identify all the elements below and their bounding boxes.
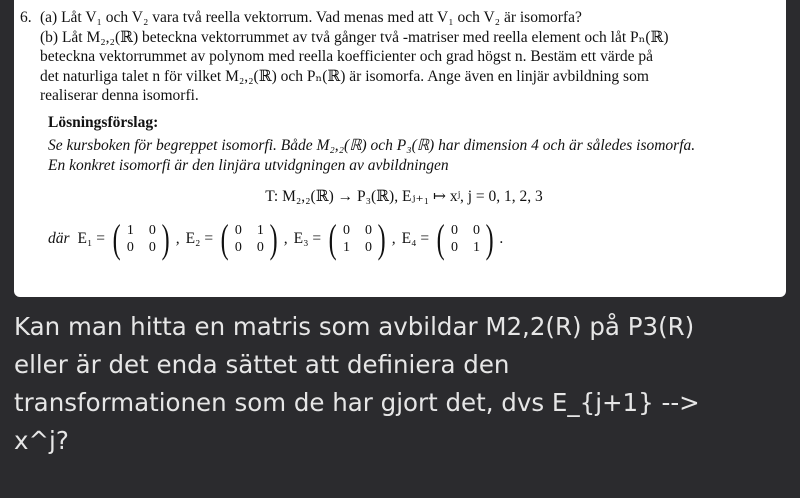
basis-list [76, 215, 508, 261]
comment-line-3: transformationen som de har gjort det, dvs E_{j+1} --> [14, 388, 700, 417]
left-paren: ( [112, 215, 121, 261]
matrix-entry: 0 [256, 239, 264, 255]
user-comment [14, 308, 784, 460]
matrix-entry: 0 [472, 222, 480, 238]
question-part-b-line-4: realiserar denna isomorfi. [40, 87, 199, 104]
basis-matrices [48, 215, 768, 261]
matrix-entry: 0 [126, 239, 134, 255]
comment-line-1: Kan man hitta en matris som avbildar M2,2(R) på P3(R) [14, 312, 695, 341]
matrix-entry: 0 [364, 222, 372, 238]
basis-separator: , [283, 229, 288, 247]
comment-line-4: x^j? [14, 426, 69, 455]
question-part-a: (a) Låt V₁ och V₂ vara två reella vektorrum. Vad menas med att V₁ och V₂ är isomorfa? [40, 9, 582, 26]
matrix-entry: 0 [234, 222, 242, 238]
matrix-entries [447, 222, 483, 256]
question-number: 6. [20, 9, 32, 26]
left-paren: ( [328, 215, 337, 261]
question-part-b-line-2: beteckna vektorrummet av polynom med reella koefficienter och grad högst n. Bestäm ett värde på [40, 48, 654, 65]
matrix-entry: 0 [148, 239, 156, 255]
right-paren: ) [486, 215, 495, 261]
basis-matrix-3 [326, 215, 389, 261]
matrix-entry: 1 [472, 239, 480, 255]
solution-line-1: Se kursboken för begreppet isomorfi. Både M₂,₂(ℝ) och P₃(ℝ) har dimension 4 och är således isomorfa. [48, 137, 696, 154]
matrix-entry: 0 [148, 222, 156, 238]
basis-label-1: E₁ = [77, 229, 106, 247]
basis-matrix-4 [434, 215, 497, 261]
matrix-entry: 1 [126, 222, 134, 238]
isomorphism-formula: T: M₂,₂(ℝ) → P₃(ℝ), Eⱼ₊₁ ↦ xʲ, j = 0, 1, 2, 3 [265, 188, 543, 205]
basis-label-3: E₃ = [293, 229, 322, 247]
matrix-entries [339, 222, 375, 256]
right-paren: ) [378, 215, 387, 261]
basis-matrix-2 [218, 215, 281, 261]
basis-prefix: där [48, 229, 70, 247]
right-paren: ) [270, 215, 279, 261]
solution-line-2: En konkret isomorfi är den linjära utvidgningen av avbildningen [48, 156, 449, 174]
matrix-entry: 0 [450, 239, 458, 255]
basis-label-2: E₂ = [185, 229, 214, 247]
left-paren: ( [436, 215, 445, 261]
matrix-entries [123, 222, 159, 256]
right-paren: ) [162, 215, 171, 261]
exam-excerpt-card [14, 0, 786, 297]
basis-label-4: E₄ = [401, 229, 430, 247]
matrix-entry: 1 [342, 239, 350, 255]
basis-separator: , [391, 229, 396, 247]
matrix-entry: 1 [256, 222, 264, 238]
matrix-entry: 0 [234, 239, 242, 255]
left-paren: ( [220, 215, 229, 261]
matrix-entry: 0 [342, 222, 350, 238]
question-part-b-line-3: det naturliga talet n för vilket M₂,₂(ℝ) och Pₙ(ℝ) är isomorfa. Ange även en linjär avbildning som [40, 67, 649, 85]
question-part-b-line-1: (b) Låt M₂,₂(ℝ) beteckna vektorrummet av två gånger två -matriser med reella element och låt Pₙ(ℝ) [40, 28, 669, 46]
matrix-entries [231, 222, 267, 256]
solution-heading: Lösningsförslag: [48, 113, 159, 131]
basis-matrix-1 [110, 215, 173, 261]
basis-separator: , [175, 229, 180, 247]
matrix-entry: 0 [450, 222, 458, 238]
matrix-entry: 0 [364, 239, 372, 255]
basis-separator: . [499, 229, 504, 247]
comment-line-2: eller är det enda sättet att definiera den [14, 350, 510, 379]
